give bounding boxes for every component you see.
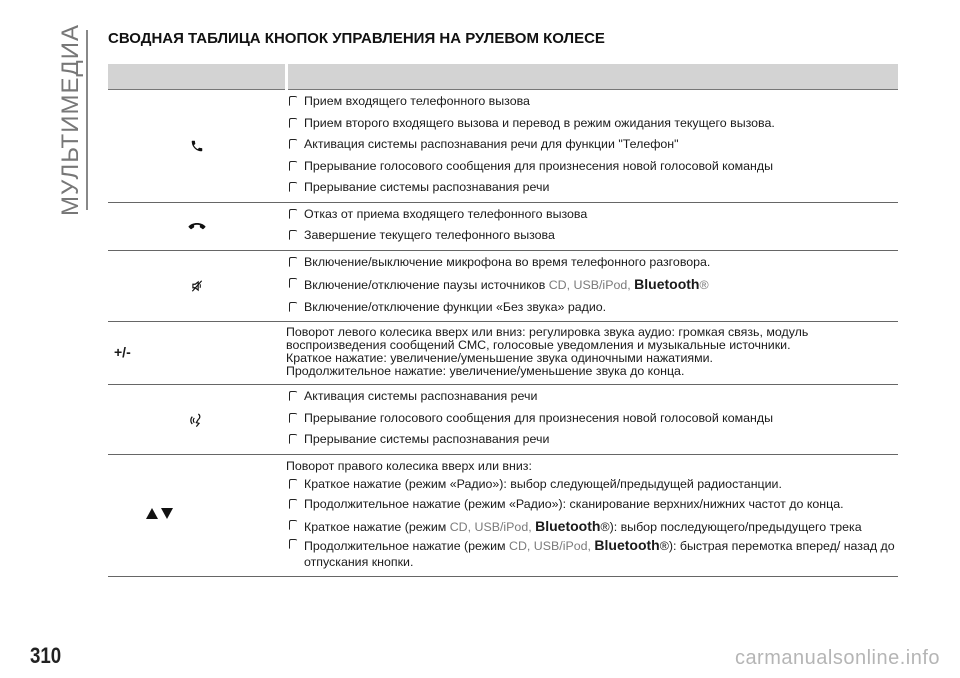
checkbox-bullet-icon [289, 278, 298, 288]
checkbox-bullet-icon [289, 96, 298, 106]
table-row [108, 385, 898, 455]
row-icon-cell [108, 250, 286, 322]
row-symbol-cell [108, 322, 286, 385]
footer-watermark: carmanualsonline.info [734, 647, 940, 669]
list-item: Прерывание системы распознавания речи [286, 180, 898, 196]
table-header-cell-function [286, 64, 898, 90]
section-side-title [56, 24, 86, 216]
arrow-down-icon [161, 508, 173, 519]
checkbox-bullet-icon [289, 182, 298, 192]
list-item: Краткое нажатие (режим CD, USB/iPod, Bluetooth®): выбор последующего/предыдущего трека [286, 518, 898, 536]
voice-command-icon [189, 412, 205, 428]
checkbox-bullet-icon [289, 139, 298, 149]
list-item: Продолжительное нажатие (режим «Радио»): сканирование верхних/нижних частот до конца. [286, 497, 898, 513]
mute-icon [191, 279, 203, 293]
checkbox-bullet-icon [289, 539, 298, 549]
phone-hangup-icon [188, 220, 206, 232]
phone-answer-icon [190, 139, 204, 153]
checkbox-bullet-icon [289, 230, 298, 240]
table-row [108, 90, 898, 203]
arrow-up-icon [146, 508, 158, 519]
list-item: Прерывание голосового сообщения для произнесения новой голосовой команды [286, 159, 898, 175]
controls-table [108, 64, 898, 577]
table-row [108, 250, 898, 322]
section-side-title-text: МУЛЬТИМЕДИА [57, 24, 84, 216]
table-row [108, 322, 898, 385]
checkbox-bullet-icon [289, 302, 298, 312]
up-down-arrows-icon [146, 508, 173, 519]
table-row [108, 202, 898, 250]
checkbox-bullet-icon [289, 161, 298, 171]
row-icon-cell [108, 385, 286, 455]
checkbox-bullet-icon [289, 391, 298, 401]
list-item: Отказ от приема входящего телефонного вызова [286, 207, 898, 223]
list-item: Прием второго входящего вызова и перевод в режим ожидания текущего вызова. [286, 116, 898, 132]
list-item: Включение/выключение микрофона во время телефонного разговора. [286, 255, 898, 271]
list-item: Прием входящего телефонного вызова [286, 94, 898, 110]
list-item: Прерывание голосового сообщения для произнесения новой голосовой команды [286, 411, 898, 427]
list-item: Активация системы распознавания речи для функции "Телефон" [286, 137, 898, 153]
checkbox-bullet-icon [289, 434, 298, 444]
table-header-cell-button [108, 64, 286, 90]
checkbox-bullet-icon [289, 499, 298, 509]
row-icon-cell [108, 90, 286, 203]
side-rule [86, 30, 88, 210]
table-row [108, 455, 898, 577]
list-item: Прерывание системы распознавания речи [286, 432, 898, 448]
volume-symbol: +/- [114, 344, 131, 361]
list-item: Продолжительное нажатие (режим CD, USB/iPod, Bluetooth®): быстрая перемотка вперед/ назад до отпускания кнопки. [286, 537, 898, 570]
list-item: Краткое нажатие (режим «Радио»): выбор следующей/предыдущей радиостанции. [286, 477, 898, 493]
checkbox-bullet-icon [289, 413, 298, 423]
row-icon-cell [108, 202, 286, 250]
row-text-cell [286, 385, 898, 455]
page-heading: СВОДНАЯ ТАБЛИЦА КНОПОК УПРАВЛЕНИЯ НА РУЛЕВОМ КОЛЕСЕ [108, 30, 605, 47]
row-text-cell: Поворот правого колесика вверх или вниз: Краткое нажатие (режим «Радио»): выбор следующей/предыдущей радиостанции. Продолжительное нажатие (режим «Радио»): сканирование верхних/нижних частот до конца. Краткое нажатие (режим CD, USB/iPod, Bluetooth®): выбор последующего/предыдущего трека Продолжительное нажатие (режим CD, USB/iPod, Bluetooth®): быстрая перемотка вперед/ назад до отпускания кнопки. [286, 455, 898, 577]
checkbox-bullet-icon [289, 257, 298, 267]
table-header-row [108, 64, 898, 90]
list-item: Включение/отключение функции «Без звука» радио. [286, 300, 898, 316]
list-item: Завершение текущего телефонного вызова [286, 228, 898, 244]
row-icon-cell [108, 455, 286, 577]
row-text-cell [286, 250, 898, 322]
page-number: 310 [30, 643, 62, 668]
list-item: Активация системы распознавания речи [286, 389, 898, 405]
checkbox-bullet-icon [289, 520, 298, 530]
list-item: Включение/отключение паузы источников CD, USB/iPod, Bluetooth® [286, 276, 898, 294]
row-text-cell: Поворот левого колесика вверх или вниз: регулировка звука аудио: громкая связь, модуль воспроизведения сообщений СМС, голосовые уведомления и музыкальные источники. Краткое нажатие: увеличение/уменьшение звука одиночными нажатиями. Продолжительное нажатие: увеличение/уменьшение звука до конца. [286, 322, 898, 385]
row-text-cell [286, 202, 898, 250]
row-text-cell [286, 90, 898, 203]
checkbox-bullet-icon [289, 118, 298, 128]
checkbox-bullet-icon [289, 209, 298, 219]
checkbox-bullet-icon [289, 479, 298, 489]
